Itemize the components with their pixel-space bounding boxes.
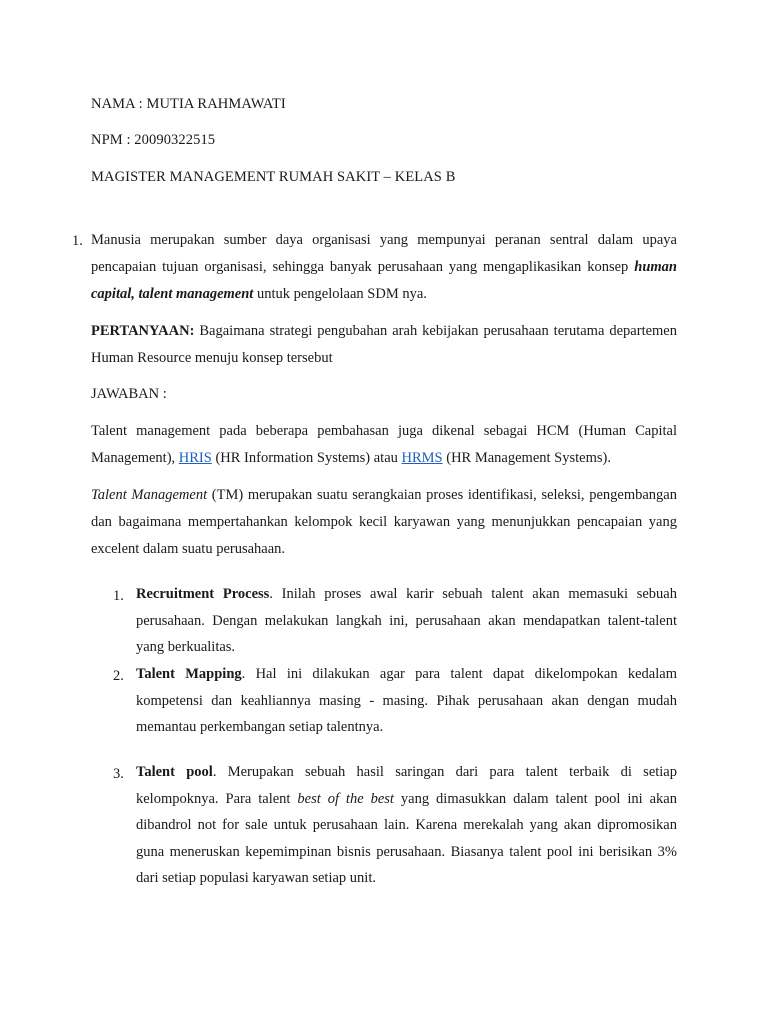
list-item-3-number: 3. (113, 766, 124, 782)
list-item-1-text: . Inilah proses awal karir sebuah talent akan memasuki sebuah perusahaan. Dengan melakukan langkah ini, perusahaan akan mendapatkan talent-talent yang berkualitas. (136, 586, 677, 655)
list-item-1-number: 1. (113, 588, 124, 604)
pertanyaan-text: Bagaimana strategi pengubahan arah kebijakan perusahaan terutama departemen Human Resource menuju konsep tersebut (91, 323, 677, 366)
program-class: MAGISTER MANAGEMENT RUMAH SAKIT – KELAS B (91, 169, 456, 185)
pertanyaan-paragraph (91, 318, 677, 372)
list-item-3-text-b: yang dimasukkan dalam talent pool ini akan dibandrol not for sale untuk perusahaan lain. Karena merekalah yang akan dipromosikan guna meneruskan kepemimpinan bisnis perusahaan. Biasanya talent pool ini berisikan 3% dari setiap populasi karyawan setiap unit. (136, 790, 677, 886)
question-number: 1. (72, 233, 83, 249)
answer-p1-text-c: (HR Management Systems). (442, 450, 611, 466)
list-item-3 (136, 759, 677, 892)
question-intro-text: Manusia merupakan sumber daya organisasi yang mempunyai peranan sentral dalam upaya pencapaian tujuan organisasi, sehingga banyak perusahaan yang mengaplikasikan konsep (91, 232, 677, 275)
student-name: NAMA : MUTIA RAHMAWATI (91, 96, 286, 112)
list-item-2-title: Talent Mapping (136, 666, 242, 682)
list-item-3-title: Talent pool (136, 764, 213, 780)
question-intro-emphasis: human capital, talent management (91, 259, 677, 302)
answer-paragraph-2 (91, 482, 677, 563)
question-intro (91, 227, 677, 308)
list-item-1 (136, 581, 677, 661)
question-intro-tail: untuk pengelolaan SDM nya. (253, 286, 427, 302)
hris-link[interactable]: HRIS (178, 450, 212, 466)
answer-p2-emphasis: Talent Management (91, 487, 208, 503)
pertanyaan-label: PERTANYAAN: (91, 323, 195, 339)
student-npm: NPM : 20090322515 (91, 132, 216, 148)
list-item-1-title: Recruitment Process (136, 586, 270, 602)
answer-p1-text-b: (HR Information Systems) atau (211, 450, 402, 466)
list-item-2 (136, 661, 677, 741)
answer-p2-text: (TM) merupakan suatu serangkaian proses identifikasi, seleksi, pengembangan dan bagaimana mempertahankan kelompok kecil karyawan yang menunjukkan pencapaian yang excelent dalam suatu perusahaan. (91, 487, 677, 557)
list-item-3-text-a: . Merupakan sebuah hasil saringan dari para talent terbaik di setiap kelompoknya. Para talent (136, 764, 677, 807)
answer-p1-text-a: Talent management pada beberapa pembahasan juga dikenal sebagai HCM (Human Capital Management), (91, 423, 677, 466)
answer-paragraph-1 (91, 418, 677, 472)
hrms-link[interactable]: HRMS (401, 450, 443, 466)
list-item-2-number: 2. (113, 668, 124, 684)
list-item-2-text: . Hal ini dilakukan agar para talent dapat dikelompokan kedalam kompetensi dan keahliannya masing - masing. Pihak perusahaan akan dengan mudah memantau perkembangan setiap talentnya. (136, 666, 677, 735)
jawaban-label: JAWABAN : (91, 386, 167, 402)
list-item-3-italic: best of the best (297, 790, 394, 807)
